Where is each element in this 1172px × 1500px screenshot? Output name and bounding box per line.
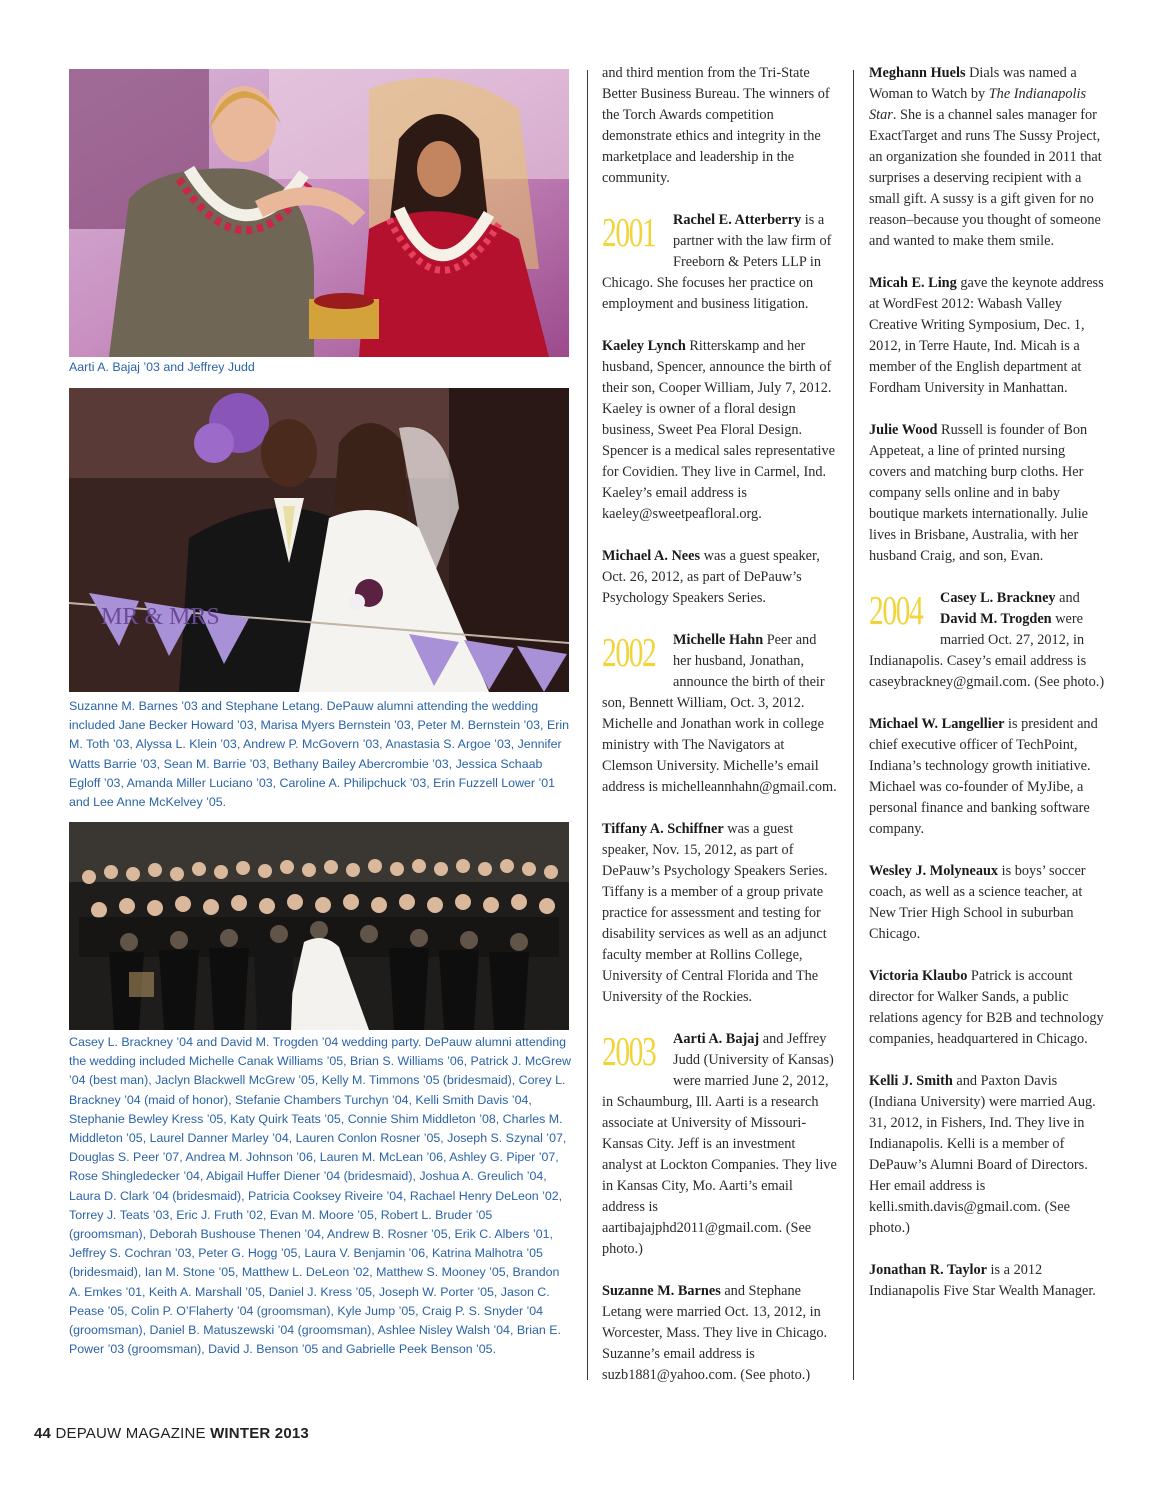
issue-name: WINTER 2013 [210, 1425, 309, 1442]
person-name: Kelli J. Smith [869, 1073, 953, 1089]
person-name: Michael A. Nees [602, 548, 701, 564]
note-molyneaux: Wesley J. Molyneaux is boys’ soccer coach, as well as a science teacher, at New Trier High School in suburban Chicago. [869, 863, 1086, 942]
note-hahn: 2002 Michelle Hahn Peer and her husband, Jonathan, announce the birth of their son, Bennett William, Oct. 3, 2012. Michelle and Jonathan work in college ministry with The Navigators at Clemson University. Michelle’s email address is michelleannhahn@gmail.com. [602, 629, 837, 795]
publication-name: The Indianapolis Star [869, 86, 1087, 123]
person-name: David M. Trogden [940, 611, 1052, 627]
person-name: Michael W. Langellier [869, 716, 1005, 732]
person-name: Meghann Huels [869, 65, 966, 81]
class-year-2001: 2001 [602, 209, 656, 255]
note-lynch: Kaeley Lynch Ritterskamp and her husband, Spencer, announce the birth of their son, Cooper William, July 7, 2012. Kaeley is owner of a floral design business, Sweet Pea Floral Design. Spencer is a medical sales representative for Covidien. They live in Carmel, Ind. Kaeley’s email address is kaeley@sweetpeafloral.org. [602, 338, 836, 522]
photo-barnes-letang-wedding [69, 388, 569, 692]
person-name: Julie Wood [869, 422, 938, 438]
class-notes-column-2 [602, 63, 838, 1407]
person-name: Michelle Hahn [673, 632, 764, 648]
photo2-caption: Suzanne M. Barnes ’03 and Stephane Letang. DePauw alumni attending the wedding included Jane Becker Howard ’03, Marisa Myers Bernstein ’03, Peter M. Bernstein ’03, Erin M. Toth ’03, Alyssa L. Klein ’03, Andrew P. McGovern ’03, Anastasia S. Argoe ’03, Jennifer Watts Barrie ’03, Sean M. Barrie ’03, Bethany Bailey Abercrombie ’03, Jessica Schaab Egloff ’03, Amanda Miller Luciano ’03, Caroline A. Philipchuck ’03, Erin Fuzzell Lower ’01 and Lee Anne McKelvey ’05. [69, 699, 569, 810]
photo-bajaj-judd-wedding [69, 69, 569, 357]
note-barnes: Suzanne M. Barnes and Stephane Letang were married Oct. 13, 2012, in Worcester, Mass. They live in Chicago. Suzanne’s email address is suzb1881@yahoo.com. (See photo.) [602, 1283, 828, 1383]
person-name: Kaeley Lynch [602, 338, 686, 354]
person-name: Micah E. Ling [869, 275, 957, 291]
person-name: Tiffany A. Schiffner [602, 821, 724, 837]
person-name: Victoria Klaubo [869, 968, 968, 984]
banner-text: MR & MRS [101, 604, 220, 630]
person-name: Jonathan R. Taylor [869, 1262, 987, 1278]
note-langellier: Michael W. Langellier is president and chief executive officer of TechPoint, Indiana’s technology growth initiative. Michael was co-founder of MyJibe, a personal finance and banking software company. [869, 716, 1098, 837]
person-name: Rachel E. Atterberry [673, 212, 802, 228]
torch-awards-continuation: and third mention from the Tri-State Better Business Bureau. The winners of the Torch Awards competition demonstrate ethics and integrity in the marketplace and leadership in the community. [602, 65, 830, 186]
class-year-2004: 2004 [869, 587, 923, 633]
person-name: Aarti A. Bajaj [673, 1031, 760, 1047]
note-taylor: Jonathan R. Taylor is a 2012 Indianapolis Five Star Wealth Manager. [869, 1262, 1096, 1299]
photo-brackney-trogden-wedding-party [69, 822, 569, 1030]
note-huels: Meghann Huels Dials was named a Woman to Watch by The Indianapolis Star. She is a channel sales manager for ExactTarget and runs The Sussy Project, an organization she founded in 2011 that surprises a deserving recipient with a small gift. A sussy is a gift given for no reason–because you thought of someone and wanted to make them smile. [869, 65, 1102, 249]
note-schiffner: Tiffany A. Schiffner was a guest speaker, Nov. 15, 2012, as part of DePauw’s Psychology Speakers Series. Tiffany is a member of a group private practice for assessment and testing for disability services as well as an adjunct faculty member at Rollins College, University of Central Florida and The University of the Rockies. [602, 821, 828, 1005]
column-divider [587, 70, 588, 1380]
class-year-2002: 2002 [602, 629, 656, 675]
note-bajaj: 2003 Aarti A. Bajaj and Jeffrey Judd (University of Kansas) were married June 2, 2012, in Schaumburg, Ill. Aarti is a research associate at University of Missouri-Kansas City. Jeff is an investment analyst at Lockton Companies. They live in Kansas City, Mo. Aarti’s email address is aartibajajphd2011@gmail.com. (See photo.) [602, 1028, 837, 1257]
column-divider [853, 70, 854, 1380]
note-atterberry: 2001 Rachel E. Atterberry is a partner with the law firm of Freeborn & Peters LLP in Chicago. She focuses her practice on employment and business litigation. [602, 209, 832, 312]
photo1-caption: Aarti A. Bajaj ’03 and Jeffrey Judd [69, 360, 255, 374]
note-smith: Kelli J. Smith and Paxton Davis (Indiana University) were married Aug. 31, 2012, in Fishers, Ind. They live in Indianapolis. Kelli is a member of DePauw’s Alumni Board of Directors. Her email address is kelli.smith.davis@gmail.com. (See photo.) [869, 1073, 1096, 1236]
person-name: Wesley J. Molyneaux [869, 863, 999, 879]
person-name: Suzanne M. Barnes [602, 1283, 721, 1299]
page-footer [34, 1425, 309, 1442]
class-year-2003: 2003 [602, 1028, 656, 1074]
note-klaubo: Victoria Klaubo Patrick is account director for Walker Sands, a public relations agency for B2B and technology companies, headquartered in Chicago. [869, 968, 1104, 1047]
photo3-caption: Casey L. Brackney ’04 and David M. Trogden ’04 wedding party. DePauw alumni attending the wedding included Michelle Canak Williams ’05, Brian S. Williams ’06, Patrick J. McGrew ’04 (best man), Jaclyn Blackwell McGrew ’05, Kelly M. Timmons ’05 (bridesmaid), Corey L. Brackney ’04 (maid of honor), Stefanie Chambers Turchyn ’04, Kelli Smith Davis ’04, Stephanie Bewley Kress ’05, Katy Quirk Teats ’05, Connie Shim Middleton ’08, Charles M. Middleton ’05, Laurel Danner Marley ’04, Lauren Conlon Rosner ’05, Joseph S. Szynal ’07, Douglas S. Peer ’07, Andrea M. Johnson ’06, Lauren M. McLean ’06, Ashley G. Piper ’07, Rose Shingledecker ’04, Abigail Huffer Diener ’04 (bridesmaid), Joshua A. Greulich ’04, Laura D. Clark ’04 (bridesmaid), Patricia Cooksey Riveire ’04, Rachael Henry DeLeon ’02, Torrey J. Teats ’03, Eric J. Fruth ’02, Evan M. Moore ’05, Robert L. Bruder ’05 (groomsman), Deborah Bushouse Thenen ’04, Andrew B. Rosner ’05, Erik C. Albers ’01, Jeffrey S. Cochran ’03, Peter G. Hogg ’05, Laura V. Benjamin ’06, Katrina Malhotra ’05 (bridesmaid), Ian M. Stone ’05, Matthew L. DeLeon ’02, Matthew S. Mooney ’05, Brandon A. Emkes ’01, Keith A. Marshall ’05, Daniel J. Kress ’05, Joseph W. Porter ’05, Jason C. Pease ’05, Colin P. O’Flaherty ’04 (groomsman), Kyle Jump ’05, Craig P. S. Snyder ’04 (groomsman), Daniel B. Matuszewski ’04 (groomsman), Ashlee Nisley Walsh ’04, Brian E. Power ’03 (groomsman), David J. Benson ’05 and Gabrielle Peek Benson ’05. [69, 1035, 571, 1357]
note-wood: Julie Wood Russell is founder of Bon Appeteat, a line of printed nursing covers and matching burp cloths. Her company sells online and in baby boutique markets internationally. Julie lives in Brisbane, Australia, with her husband Craig, and son, Evan. [869, 422, 1089, 564]
class-notes-column-3 [869, 63, 1105, 1323]
magazine-name: DEPAUW MAGAZINE [55, 1425, 206, 1442]
page-number: 44 [34, 1425, 52, 1442]
person-name: Casey L. Brackney [940, 590, 1056, 606]
note-brackney: 2004 Casey L. Brackney and David M. Trogden were married Oct. 27, 2012, in Indianapolis. Casey’s email address is caseybrackney@gmail.com. (See photo.) [869, 587, 1105, 690]
note-ling: Micah E. Ling gave the keynote address at WordFest 2012: Wabash Valley Creative Writing Symposium, Dec. 1, 2012, in Terre Haute, Ind. Micah is a member of the English department at Fordham University in Manhattan. [869, 275, 1104, 396]
note-nees: Michael A. Nees was a guest speaker, Oct. 26, 2012, as part of DePauw’s Psychology Speakers Series. [602, 548, 820, 606]
